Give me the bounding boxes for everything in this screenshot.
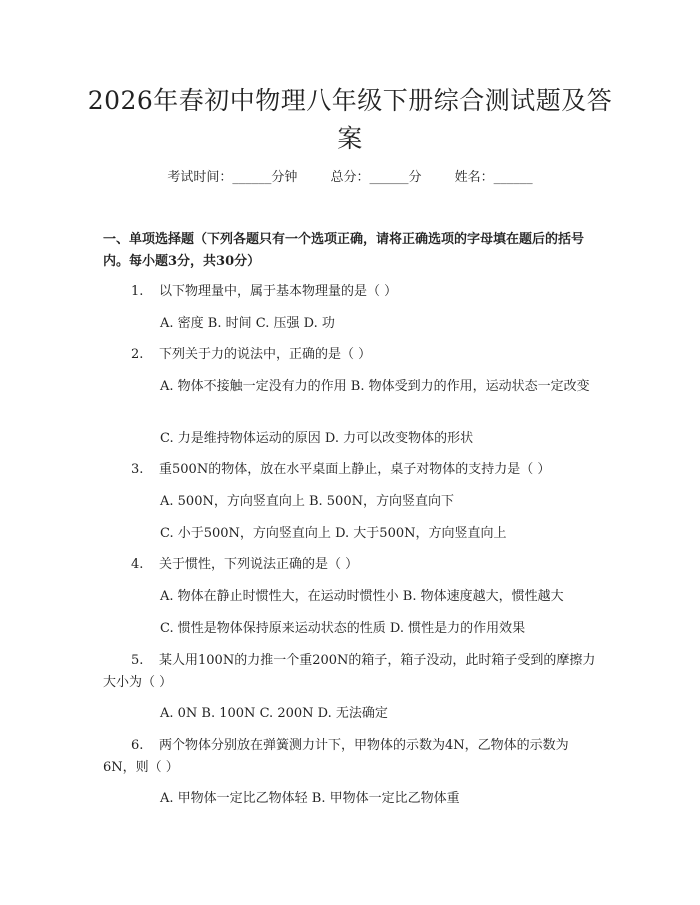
question-number: 5. <box>131 653 144 668</box>
question-4 <box>103 554 598 576</box>
exam-meta <box>0 168 700 188</box>
question-3-options-line-1: A. 500N，方向竖直向上 B. 500N，方向竖直向下 <box>160 494 454 509</box>
question-1-options-line-1: A. 密度 B. 时间 C. 压强 D. 功 <box>160 316 335 331</box>
meta-gap <box>422 170 455 185</box>
question-4-options-line-2: C. 惯性是物体保持原来运动状态的性质 D. 惯性是力的作用效果 <box>160 621 526 636</box>
student-name-field: 姓名：______ <box>454 170 533 185</box>
question-1 <box>103 281 598 303</box>
total-score-field: 总分：______分 <box>330 170 422 185</box>
question-number: 6. <box>131 738 144 753</box>
question-2-options-line-2: C. 力是维持物体运动的原因 D. 力可以改变物体的形状 <box>160 431 474 446</box>
meta-gap <box>297 170 330 185</box>
question-4-options-line-1: A. 物体在静止时惯性大，在运动时惯性小 B. 物体速度越大，惯性越大 <box>160 589 564 604</box>
question-text: 下列关于力的说法中，正确的是（ ） <box>159 347 372 362</box>
question-number: 2. <box>131 347 144 362</box>
question-text: 以下物理量中，属于基本物理量的是（ ） <box>159 284 398 299</box>
question-number: 1. <box>131 284 144 299</box>
question-2 <box>103 344 598 366</box>
question-5 <box>103 650 598 694</box>
question-3-options-line-2: C. 小于500N，方向竖直向上 D. 大于500N，方向竖直向上 <box>160 526 507 541</box>
question-text: 某人用100N的力推一个重200N的箱子，箱子没动，此时箱子受到的摩擦力大小为（ ） <box>103 653 596 690</box>
section-heading-single-choice: 一、单项选择题（下列各题只有一个选项正确，请将正确选项的字母填在题后的括号内。每小题3分，共30分） <box>103 232 585 269</box>
question-text: 关于惯性，下列说法正确的是（ ） <box>159 557 359 572</box>
question-number: 3. <box>131 462 144 477</box>
question-2-options-line-1: A. 物体不接触一定没有力的作用 B. 物体受到力的作用，运动状态一定改变 <box>160 379 590 394</box>
question-6 <box>103 735 598 779</box>
question-3 <box>103 459 598 481</box>
question-6-options-line-1: A. 甲物体一定比乙物体轻 B. 甲物体一定比乙物体重 <box>160 791 460 806</box>
question-5-options-line-1: A. 0N B. 100N C. 200N D. 无法确定 <box>160 706 388 721</box>
question-text: 重500N的物体，放在水平桌面上静止，桌子对物体的支持力是（ ） <box>159 462 551 477</box>
page-title: 2026年春初中物理八年级下册综合测试题及答案 <box>87 86 613 153</box>
question-number: 4. <box>131 557 144 572</box>
question-text: 两个物体分别放在弹簧测力计下，甲物体的示数为4N，乙物体的示数为6N，则（ ） <box>103 738 569 775</box>
exam-time-field: 考试时间：______分钟 <box>167 170 298 185</box>
